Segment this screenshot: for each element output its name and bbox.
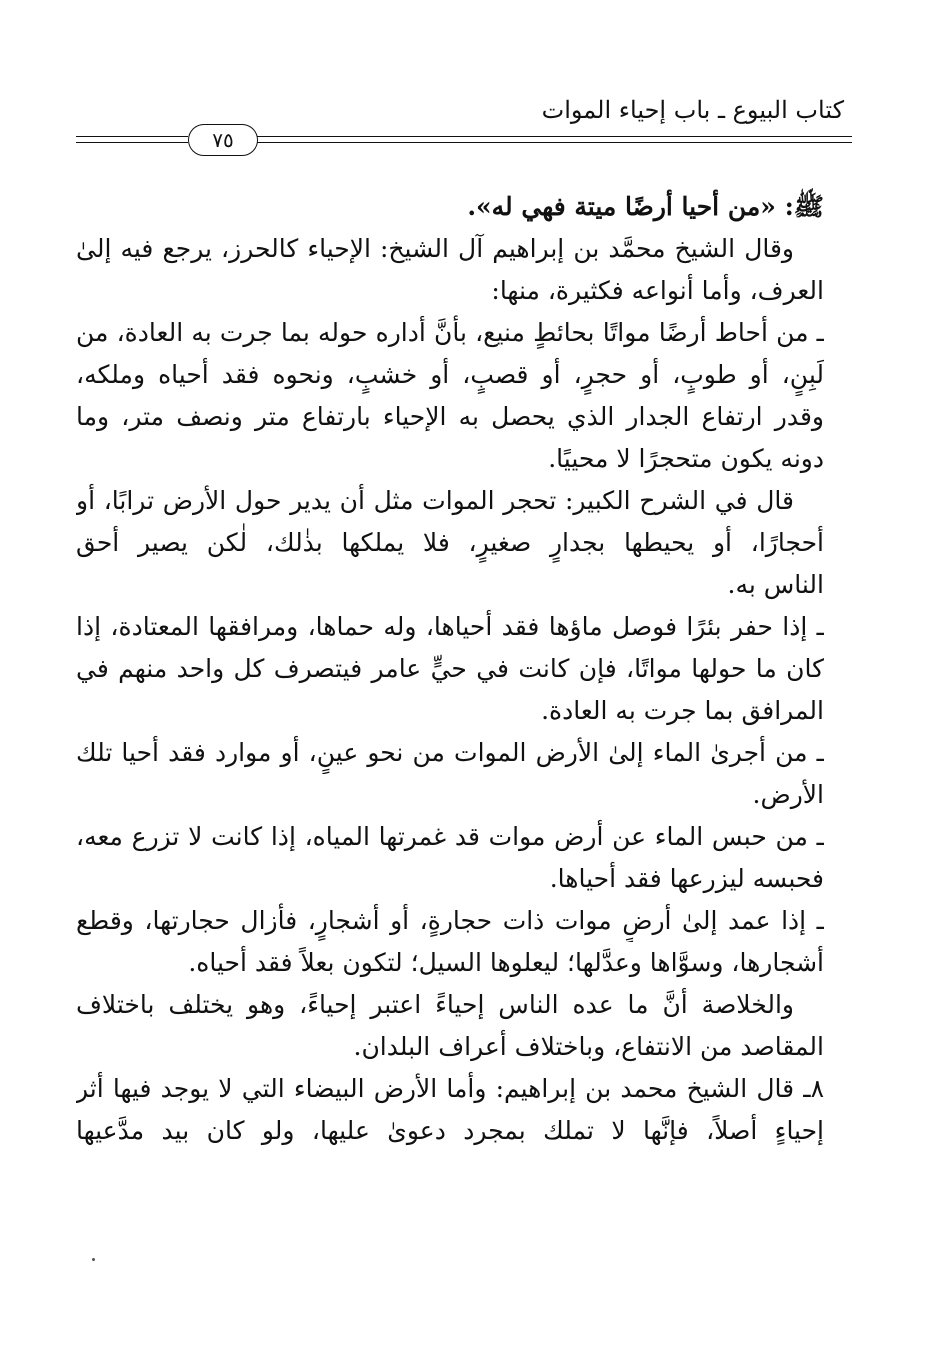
body-line: قال في الشرح الكبير: تحجر الموات مثل أن يدير حول الأرض ترابًا، أو — [76, 486, 794, 515]
body-line: ﷺ: «من أحيا أرضًا ميتة فهي له». — [467, 192, 824, 221]
body-line: وقال الشيخ محمَّد بن إبراهيم آل الشيخ: الإحياء كالحرز، يرجع فيه إلىٰ — [76, 234, 794, 263]
body-line: ٨ـ قال الشيخ محمد بن إبراهيم: وأما الأرض البيضاء التي لا يوجد فيها أثر — [76, 1074, 824, 1103]
body-line: ـ من حبس الماء عن أرض موات قد غمرتها المياه، إذا كانت لا تزرع معه، — [76, 822, 824, 851]
header-rule-left — [76, 136, 188, 137]
body-line: المرافق بما جرت به العادة. — [541, 696, 824, 725]
page-body — [76, 186, 824, 1152]
running-title: كتاب البيوع ـ باب إحياء الموات — [541, 96, 844, 124]
header-rule-double — [256, 142, 852, 143]
page-header — [76, 96, 852, 156]
header-rule — [256, 136, 852, 137]
page-number: ٧٥ — [188, 124, 258, 156]
body-line: ـ من أحاط أرضًا مواتًا بحائطٍ منيع، بأنَّ أداره حوله بما جرت به العادة، من — [76, 318, 824, 347]
body-line: والخلاصة أنَّ ما عده الناس إحياءً اعتبر إحياءً، وهو يختلف باختلاف — [76, 990, 794, 1019]
body-line: الأرض. — [752, 780, 824, 809]
body-line: أحجارًا، أو يحيطها بجدارٍ صغيرٍ، فلا يملكها بذٰلك، لٰكن يصير أحق — [76, 528, 824, 557]
body-line: أشجارها، وسوَّاها وعدَّلها؛ ليعلوها السيل؛ لتكون بعلاً فقد أحياه. — [188, 948, 824, 977]
body-line: دونه يكون متحجرًا لا محييًا. — [548, 444, 824, 473]
body-line: وقدر ارتفاع الجدار الذي يحصل به الإحياء بارتفاع متر ونصف متر، وما — [76, 402, 824, 431]
body-line: فحبسه ليزرعها فقد أحياها. — [549, 864, 824, 893]
body-line: ـ من أجرىٰ الماء إلىٰ الأرض الموات من نحو عينٍ، أو موارد فقد أحيا تلك — [76, 738, 824, 767]
body-line: المقاصد من الانتفاع، وباختلاف أعراف البلدان. — [353, 1032, 824, 1061]
body-line: ـ إذا حفر بئرًا فوصل ماؤها فقد أحياها، وله حماها، ومرافقها المعتادة، إذا — [76, 612, 824, 641]
scan-speck — [92, 1258, 95, 1261]
body-line: لَبِنٍ، أو طوبٍ، أو حجرٍ، أو قصبٍ، أو خشبٍ، ونحوه فقد أحياه وملكه، — [76, 360, 824, 389]
body-line: الناس به. — [727, 570, 824, 599]
body-line: العرف، وأما أنواعه فكثيرة، منها: — [491, 276, 824, 305]
body-line: كان ما حولها مواتًا، فإن كانت في حيٍّ عامر فيتصرف كل واحد منهم في — [76, 654, 824, 683]
body-line: إحياءٍ أصلاً، فإنَّها لا تملك بمجرد دعوىٰ عليها، ولو كان بيد مدَّعيها — [76, 1116, 824, 1145]
header-rule-left-double — [76, 142, 188, 143]
body-line: ـ إذا عمد إلىٰ أرضٍ موات ذات حجارةٍ، أو أشجارٍ، فأزال حجارتها، وقطع — [76, 906, 824, 935]
